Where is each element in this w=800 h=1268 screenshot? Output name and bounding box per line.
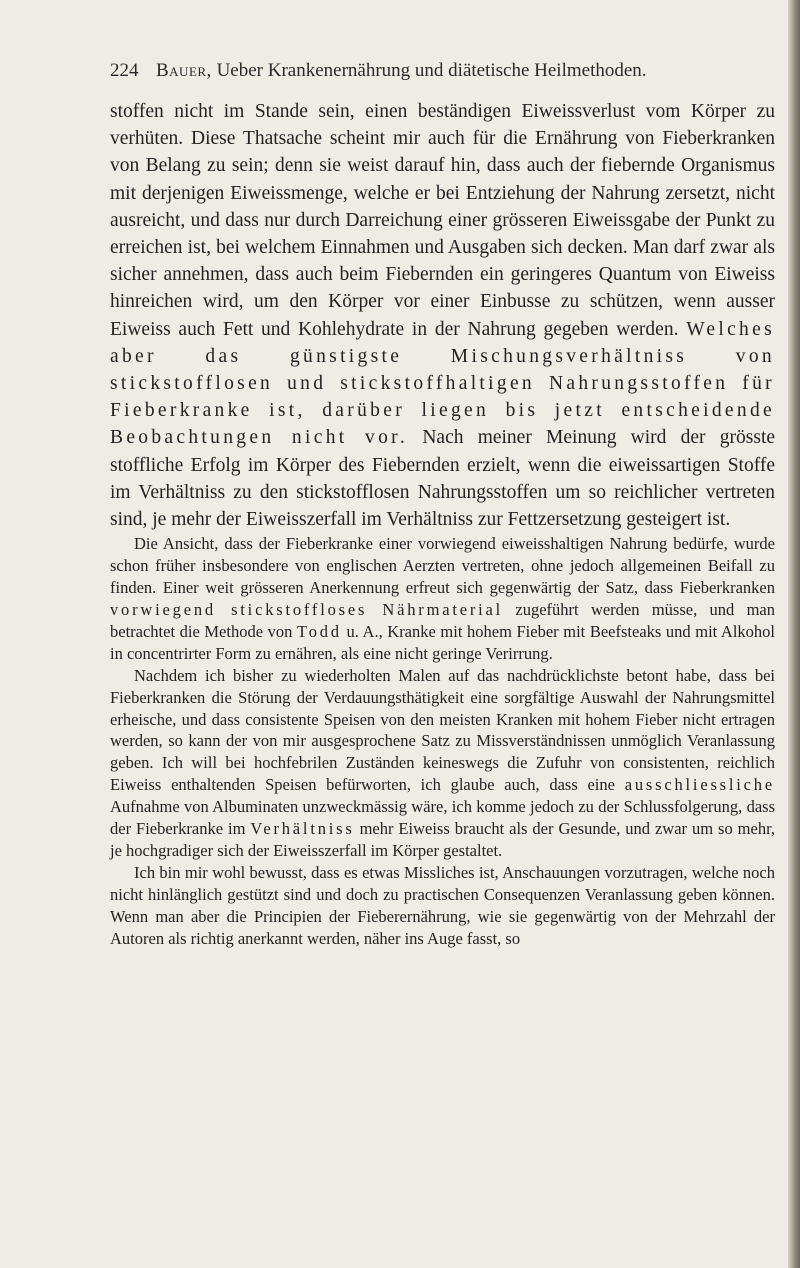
- header-author: Bauer,: [156, 60, 212, 81]
- paragraph-3-emphasis: ausschliessliche: [624, 775, 775, 795]
- paragraph-1-text-a: stoffen nicht im Stande sein, einen beständigen Eiweissverlust vom Körper zu verhüten. Diese Thatsache scheint mir auch für die Ernährung von Fieberkranken von Belang zu sein; denn sie weist darauf hin, dass auch der fiebernde Organismus mit derjenigen Eiweissmenge, welche er bei Entziehung der Nahrung zersetzt, nicht ausreicht, und dass nur durch Darreichung einer grösseren Eiweissgabe der Punkt zu erreichen ist, bei welchem Einnahmen und Ausgaben sich decken. Man darf zwar als sicher annehmen, dass auch beim Fiebernden ein geringeres Quantum von Eiweiss hinreichen wird, um den Körper vor einer Einbusse zu schützen, wenn ausser Eiweiss auch Fett und Kohlehydrate in der Nahrung gegeben werden.: [110, 101, 775, 340]
- paragraph-2-emphasis: vorwiegend stickstoffloses Nährmaterial: [110, 599, 504, 619]
- paragraph-3: [110, 665, 775, 862]
- paragraph-4: [110, 862, 775, 950]
- body-text: [110, 98, 775, 949]
- paragraph-2: [110, 533, 775, 664]
- paragraph-2-author-name: Todd: [296, 621, 342, 641]
- paragraph-1: [110, 98, 775, 533]
- paragraph-3-emphasis-2: Verhältniss: [250, 819, 355, 839]
- paragraph-3-text-a: Nachdem ich bisher zu wiederholten Malen auf das nachdrücklichste betont habe, dass bei Fieberkranken die Störung der Verdauungsthätigkeit eine sorgfältige Auswahl der Nahrungsmittel erheische, und dass consistente Speisen von den meisten Kranken mit hohem Fieber nicht ertragen werden, so kann der von mir ausgesprochene Satz zu Missverständnissen unmöglich Veranlassung geben. Ich will bei hochfebrilen Zuständen keineswegs die Zufuhr von consistenten, reichlich Eiweiss enthaltenden Speisen befürworten, ich glaube auch, dass eine: [110, 665, 775, 795]
- page-number: 224: [110, 60, 139, 81]
- paragraph-1-text-b: Nach meiner Meinung wird der grösste stoffliche Erfolg im Körper des Fiebernden erzielt, wenn die eiweissartigen Stoffe im Verhältniss zu den stickstofflosen Nahrungsstoffen um so reichlicher vertreten sind, je mehr der Eiweisszerfall im Verhältniss zur Fettzersetzung gesteigert ist.: [110, 427, 776, 531]
- paragraph-2-text-b: zugeführt werden müsse, und man betrachtet die Methode von: [110, 599, 776, 641]
- paragraph-3-text-c: mehr Eiweiss braucht als der Gesunde, und zwar um so mehr, je hochgradiger sich der Eiweisszerfall im Körper gestaltet.: [110, 819, 776, 860]
- paragraph-2-text-a: Die Ansicht, dass der Fieberkranke einer vorwiegend eiweisshaltigen Nahrung bedürfe, wurde schon früher insbesondere von englischen Aerzten vertreten, ohne jedoch allgemeinen Beifall zu finden. Einer weit grösseren Anerkennung erfreut sich gegenwärtig der Satz, dass Fieberkranken: [110, 534, 775, 598]
- paragraph-2-text-c: u. A., Kranke mit hohem Fieber mit Beefsteaks und mit Alkohol in concentrirter Form zu ernähren, als eine nicht geringe Verirrung.: [110, 621, 776, 663]
- paragraph-4-text: Ich bin mir wohl bewusst, dass es etwas Missliches ist, Anschauungen vorzutragen, welche noch nicht hinlänglich gestützt sind und doch zu practischen Consequenzen Veranlassung geben können. Wenn man aber die Principien der Fieberernährung, wie sie gegenwärtig von der Mehrzahl der Autoren als richtig anerkannt werden, näher ins Auge fasst, so: [110, 862, 775, 948]
- header-title: Ueber Krankenernährung und diätetische Heilmethoden.: [216, 60, 647, 81]
- paragraph-3-text-b: Aufnahme von Albuminaten unzweckmässig wäre, ich komme jedoch zu der Schlussfolgerung, dass der Fieberkranke im: [110, 797, 775, 839]
- running-header: [110, 60, 770, 90]
- page-edge: [788, 0, 800, 1268]
- paragraph-1-emphasis: Welches aber das günstigste Mischungsverhältniss von stickstofflosen und stickstoffhaltigen Nahrungsstoffen für Fieberkranke ist, darüber liegen bis jetzt entscheidende Beobachtungen nicht vor.: [110, 318, 775, 449]
